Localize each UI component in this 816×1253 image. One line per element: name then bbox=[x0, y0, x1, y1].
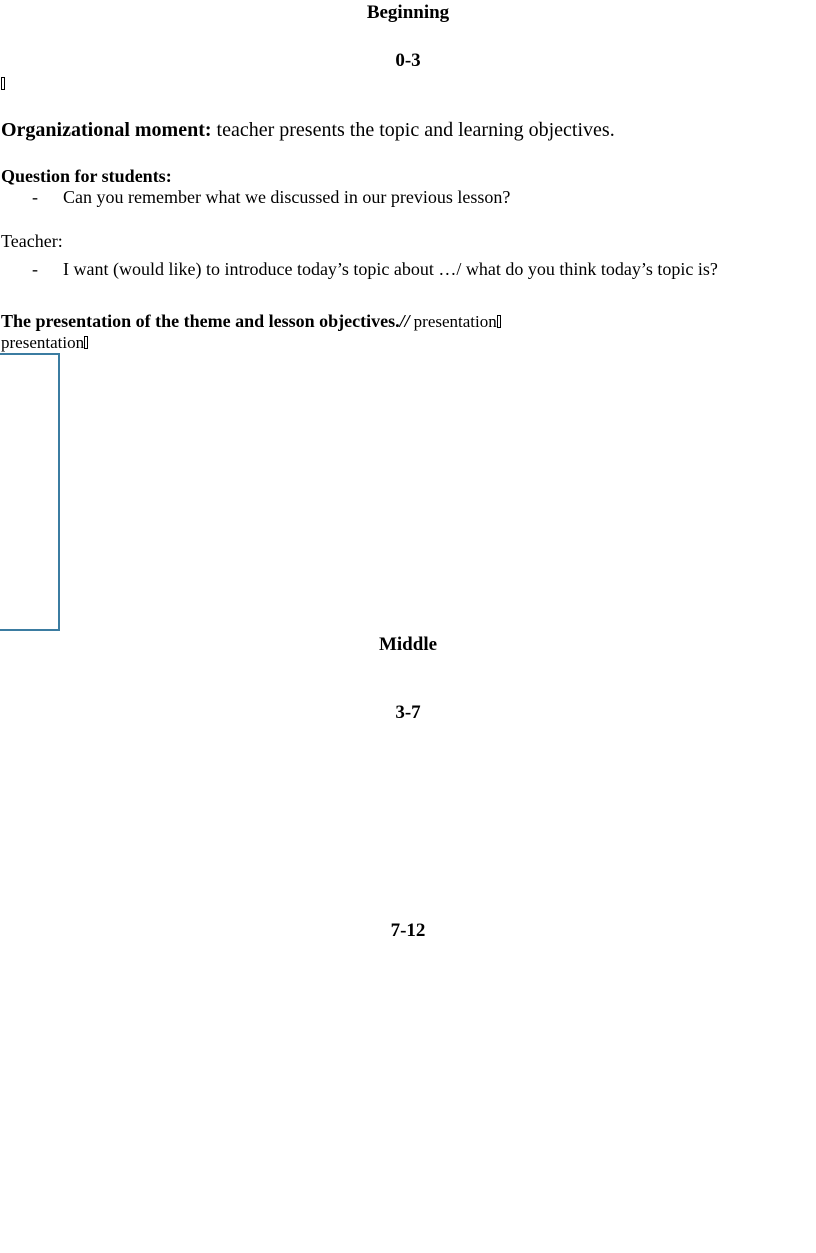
missing-glyph-box bbox=[497, 315, 501, 328]
question-list-item bbox=[0, 186, 816, 210]
teacher-heading: Teacher: bbox=[1, 231, 63, 251]
time-range-beginning: 0-3 bbox=[395, 50, 421, 71]
presentation-frame bbox=[0, 353, 60, 631]
time-range-later: 7-12 bbox=[390, 920, 426, 941]
presentation-word: presentation bbox=[413, 312, 497, 331]
teacher-list-item bbox=[0, 258, 816, 282]
missing-glyph-box bbox=[84, 336, 88, 349]
section-title-beginning: Beginning bbox=[366, 2, 450, 23]
organizational-moment-label: Organizational moment: bbox=[1, 119, 212, 141]
presentation-word: presentation bbox=[1, 333, 85, 352]
presentation-heading: The presentation of the theme and lesson objectives. bbox=[1, 311, 400, 331]
presentation-line bbox=[1, 310, 501, 332]
teacher-text: I want (would like) to introduce today’s topic about …/ what do you think today’s topic is? bbox=[63, 259, 718, 279]
question-text: Can you remember what we discussed in our previous lesson? bbox=[63, 187, 511, 207]
organizational-moment-paragraph bbox=[1, 118, 615, 142]
presentation-slash: // bbox=[399, 311, 410, 331]
question-heading: Question for students: bbox=[1, 166, 172, 186]
section-title-middle: Middle bbox=[378, 634, 438, 655]
organizational-moment-text: teacher presents the topic and learning objectives. bbox=[211, 119, 615, 141]
missing-glyph-box bbox=[1, 77, 5, 90]
time-range-middle: 3-7 bbox=[395, 702, 421, 723]
presentation-line-2 bbox=[1, 333, 88, 353]
list-dash: - bbox=[32, 187, 38, 207]
list-dash: - bbox=[32, 259, 38, 279]
